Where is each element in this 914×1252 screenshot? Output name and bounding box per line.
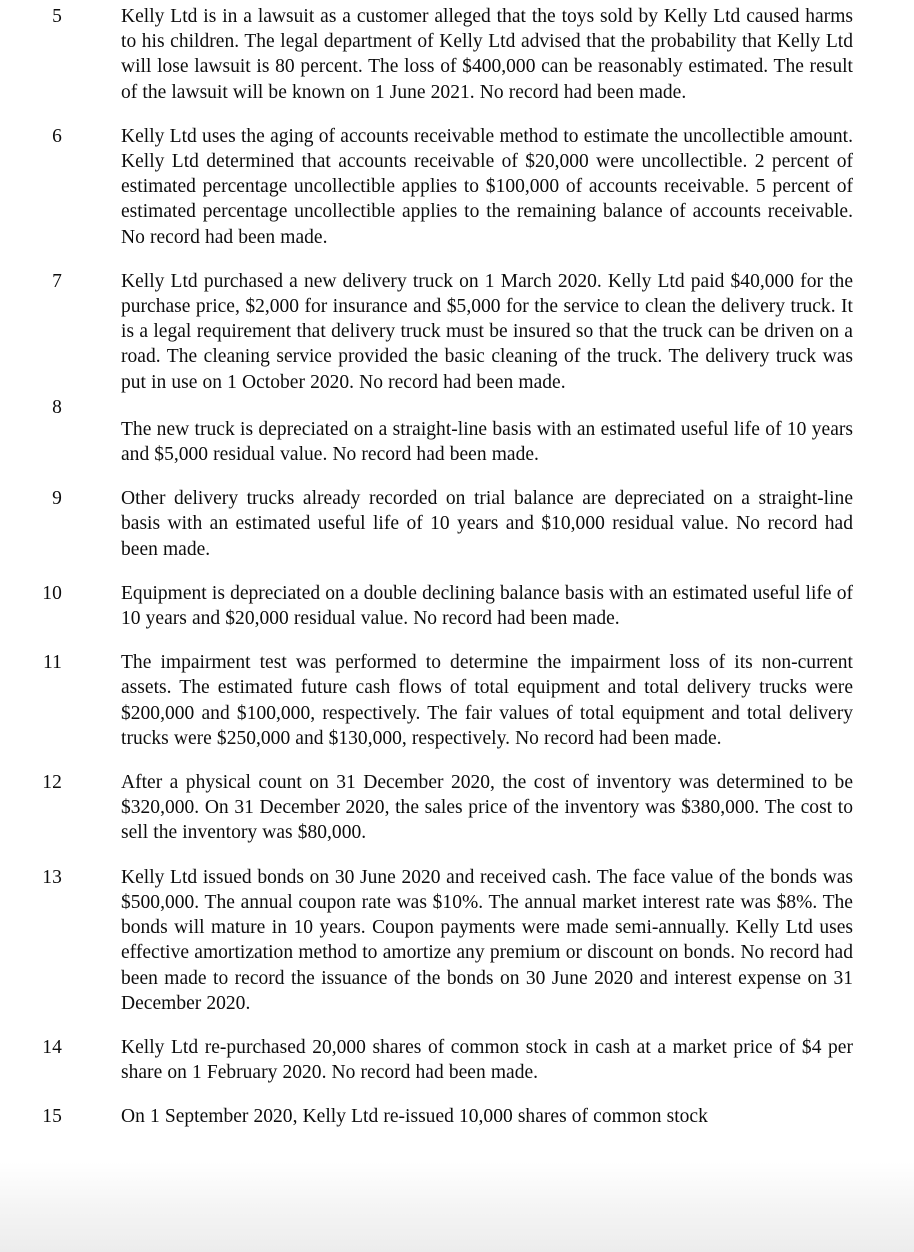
- item-text: Kelly Ltd re-purchased 20,000 shares of common stock in cash at a market price of $4 per share on 1 February 2020. No record had been made.: [121, 1036, 853, 1084]
- item-number: 9: [52, 488, 62, 510]
- item-number: 14: [42, 1036, 62, 1058]
- item-text: On 1 September 2020, Kelly Ltd re-issued 10,000 shares of common stock: [121, 1106, 708, 1128]
- list-item: [0, 865, 914, 1016]
- item-number: 6: [52, 125, 62, 147]
- item-text: Kelly Ltd purchased a new delivery truck on 1 March 2020. Kelly Ltd paid $40,000 for the purchase price, $2,000 for insurance and $5,000 for the service to clean the delivery truck. It is a legal requirement that delivery truck must be insured so that the truck can be driven on a road. The cleaning service provided the basic cleaning of the truck. The delivery truck was put in use on 1 October 2020. No record had been made.: [121, 270, 853, 393]
- item-number: 10: [42, 582, 62, 604]
- item-text: Kelly Ltd issued bonds on 30 June 2020 and received cash. The face value of the bonds was $500,000. The annual coupon rate was $10%. The annual market interest rate was $8%. The bonds will mature in 10 years. Coupon payments were made semi-annually. Kelly Ltd uses effective amortization method to amortize any premium or discount on bonds. No record had been made to record the issuance of the bonds on 30 June 2020 and interest expense on 31 December 2020.: [121, 866, 853, 1014]
- item-number: 13: [42, 866, 62, 888]
- list-item: [0, 486, 914, 562]
- list-item: [0, 770, 914, 846]
- item-text: Equipment is depreciated on a double declining balance basis with an estimated useful life of 10 years and $20,000 residual value. No record had been made.: [121, 582, 853, 630]
- list-item: [0, 1104, 914, 1129]
- item-text: Other delivery trucks already recorded on trial balance are depreciated on a straight-line basis with an estimated useful life of 10 years and $10,000 residual value. No record had been made.: [121, 488, 853, 560]
- item-text: After a physical count on 31 December 2020, the cost of inventory was determined to be $320,000. On 31 December 2020, the sales price of the inventory was $380,000. The cost to sell the inventory was $80,000.: [121, 772, 853, 844]
- item-text: The new truck is depreciated on a straight-line basis with an estimated useful life of 10 years and $5,000 residual value. No record had been made.: [121, 418, 853, 466]
- list-item: [0, 4, 914, 105]
- item-number: 11: [43, 652, 62, 674]
- list-item: [0, 650, 914, 751]
- item-number: 8: [52, 396, 62, 418]
- list-item: [0, 396, 914, 467]
- list-item: [0, 269, 914, 395]
- item-text: Kelly Ltd uses the aging of accounts receivable method to estimate the uncollectible amount. Kelly Ltd determined that accounts receivable of $20,000 were uncollectible. 2 percent of estimated percentage uncollectible applies to $100,000 of accounts receivable. 5 percent of estimated percentage uncollectible applies to the remaining balance of accounts receivable. No record had been made.: [121, 125, 853, 248]
- item-number: 15: [42, 1106, 62, 1128]
- numbered-item-list: [0, 4, 914, 1149]
- list-item: [0, 1035, 914, 1085]
- item-text: The impairment test was performed to determine the impairment loss of its non-current assets. The estimated future cash flows of total equipment and total delivery trucks were $200,000 and $100,000, respectively. The fair values of total equipment and total delivery trucks were $250,000 and $130,000, respectively. No record had been made.: [121, 652, 853, 749]
- list-item: [0, 124, 914, 250]
- item-number: 12: [42, 772, 62, 794]
- list-item: [0, 581, 914, 631]
- item-number: 5: [52, 6, 62, 27]
- item-text: Kelly Ltd is in a lawsuit as a customer alleged that the toys sold by Kelly Ltd caused harms to his children. The legal department of Kelly Ltd advised that the probability that Kelly Ltd will lose lawsuit is 80 percent. The loss of $400,000 can be reasonably estimated. The result of the lawsuit will be known on 1 June 2021. No record had been made.: [121, 6, 853, 103]
- item-number: 7: [52, 270, 62, 292]
